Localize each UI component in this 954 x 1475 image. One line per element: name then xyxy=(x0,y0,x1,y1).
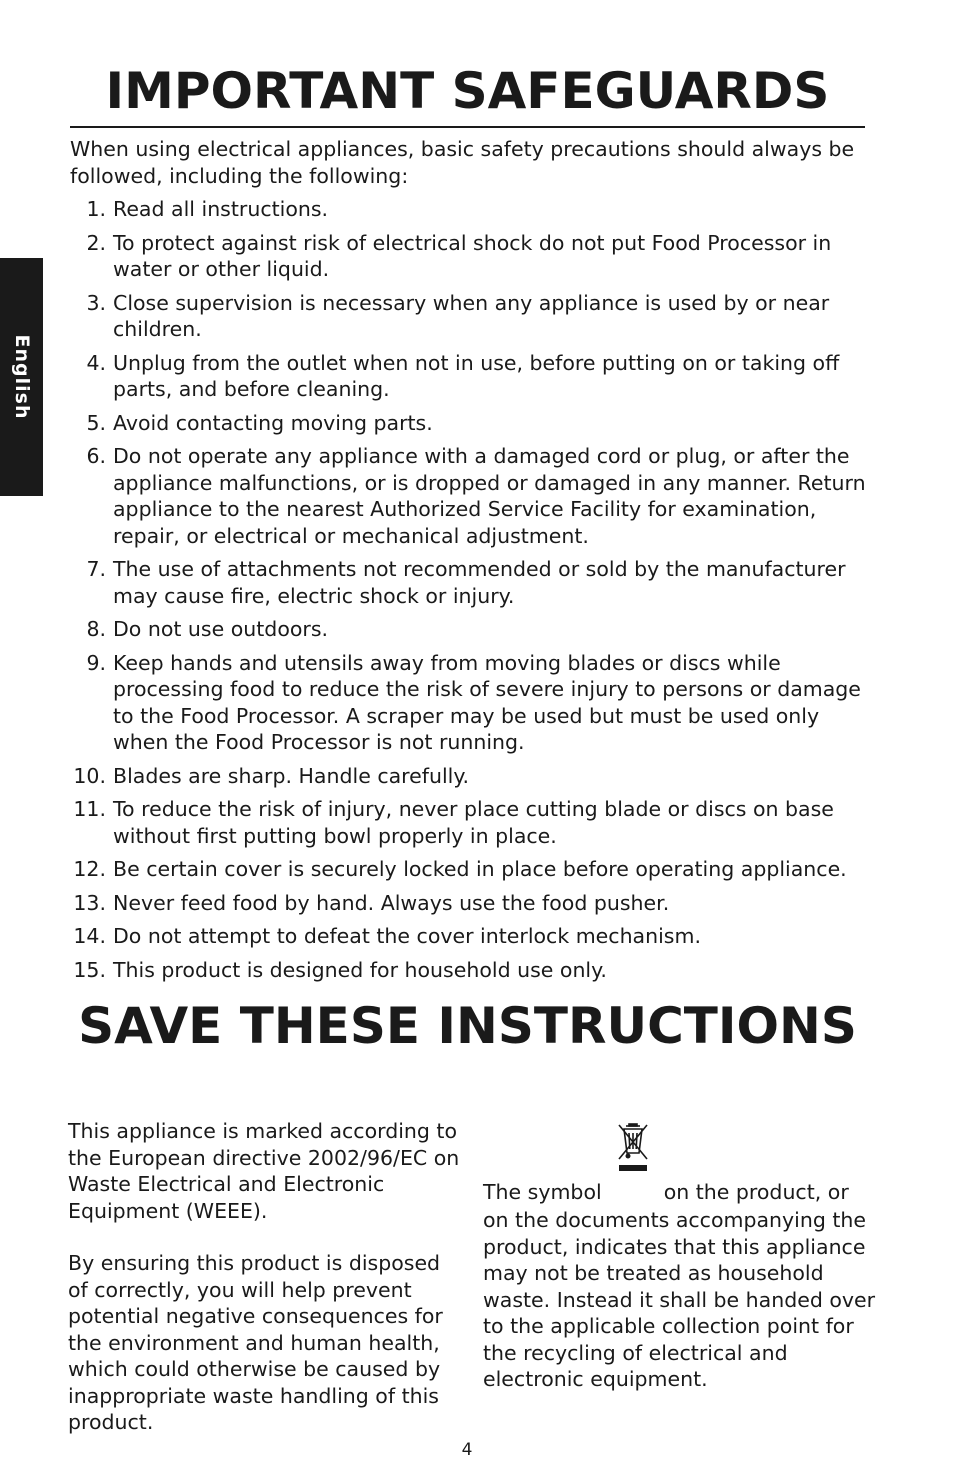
weee-symbol-text-before: The symbol xyxy=(483,1180,602,1204)
list-item-number: 2. xyxy=(86,230,106,255)
list-item xyxy=(70,230,870,283)
list-item-text: To protect against risk of electrical shock do not put Food Processor in water or other liquid. xyxy=(113,230,832,281)
list-item-number: 5. xyxy=(86,410,106,435)
list-item-text: Do not attempt to defeat the cover interlock mechanism. xyxy=(113,924,701,948)
list-item-text: Unplug from the outlet when not in use, before putting on or taking off parts, and before cleaning. xyxy=(113,350,840,401)
page-number: 4 xyxy=(461,1440,473,1460)
weee-symbol-text-after: on the product, or on the documents accompanying the product, indicates that this appliance may not be treated as household waste. Instead it shall be handed over to the applicable collection point for the recycling of electrical and electronic equipment. xyxy=(483,1180,876,1391)
list-item xyxy=(70,890,870,917)
list-item-number: 10. xyxy=(73,763,106,788)
list-item-text: Do not use outdoors. xyxy=(113,617,329,641)
list-item-text: This product is designed for household use only. xyxy=(113,957,607,982)
list-item xyxy=(70,443,870,549)
weee-left-column xyxy=(68,1118,463,1462)
list-item-text: Avoid contacting moving parts. xyxy=(113,410,433,435)
list-item xyxy=(70,957,870,984)
weee-paragraph-2: By ensuring this product is disposed of correctly, you will help prevent potential negative consequences for the environment and human health, which could otherwise be caused by inappropriate waste handling of this product. xyxy=(68,1251,443,1434)
list-item-number: 11. xyxy=(73,797,106,821)
weee-right-column xyxy=(483,1153,878,1393)
list-item-number: 15. xyxy=(73,957,106,982)
list-item-number: 9. xyxy=(86,650,106,675)
list-item-text: Blades are sharp. Handle carefully. xyxy=(113,763,470,788)
list-item-number: 3. xyxy=(86,290,106,315)
weee-paragraph-1: This appliance is marked according to the European directive 2002/96/EC on Waste Electrical and Electronic Equipment (WEEE). xyxy=(68,1119,460,1223)
list-item-text: The use of attachments not recommended or sold by the manufacturer may cause fire, electric shock or injury. xyxy=(113,557,846,608)
intro-paragraph: When using electrical appliances, basic safety precautions should always be followed, including the following: xyxy=(70,137,855,188)
title-divider xyxy=(70,126,865,128)
list-item-number: 8. xyxy=(86,617,106,641)
list-item xyxy=(70,856,870,883)
list-item xyxy=(70,650,870,756)
list-item-number: 12. xyxy=(73,857,106,881)
list-item xyxy=(70,616,870,643)
save-instructions-heading: SAVE THESE INSTRUCTIONS xyxy=(78,997,857,1055)
list-item-text: Keep hands and utensils away from moving blades or discs while processing food to reduce the risk of severe injury to persons or damage to the Food Processor. A scraper may be used but must be used only when the Food Processor is not running. xyxy=(113,650,861,754)
list-item xyxy=(70,290,870,343)
list-item-text: Close supervision is necessary when any appliance is used by or near children. xyxy=(113,290,830,341)
language-tab xyxy=(0,258,43,496)
crossed-out-wheelie-bin-icon xyxy=(616,1153,650,1207)
list-item-text: To reduce the risk of injury, never place cutting blade or discs on base without first putting bowl properly in place. xyxy=(113,797,834,848)
list-item-text: Never feed food by hand. Always use the food pusher. xyxy=(113,890,670,915)
list-item xyxy=(70,196,870,223)
list-item xyxy=(70,763,870,790)
list-item xyxy=(70,410,870,437)
list-item xyxy=(70,796,870,849)
list-item-text: Do not operate any appliance with a damaged cord or plug, or after the appliance malfunctions, or is dropped or damaged in any manner. Return appliance to the nearest Authorized Service Facility for examination, repair, or electrical or mechanical adjustment. xyxy=(113,444,866,548)
list-item-number: 7. xyxy=(86,557,106,581)
list-item-number: 4. xyxy=(86,350,106,375)
safeguards-list xyxy=(70,196,870,990)
page-title: IMPORTANT SAFEGUARDS xyxy=(105,62,830,120)
list-item-number: 13. xyxy=(73,890,106,915)
list-item-text: Read all instructions. xyxy=(113,197,329,221)
language-tab-label: English xyxy=(10,334,33,420)
list-item-number: 14. xyxy=(73,924,106,948)
list-item xyxy=(70,556,870,609)
list-item xyxy=(70,923,870,950)
list-item-text: Be certain cover is securely locked in place before operating appliance. xyxy=(113,857,847,881)
list-item xyxy=(70,350,870,403)
list-item-number: 1. xyxy=(86,197,106,221)
list-item-number: 6. xyxy=(86,444,106,468)
